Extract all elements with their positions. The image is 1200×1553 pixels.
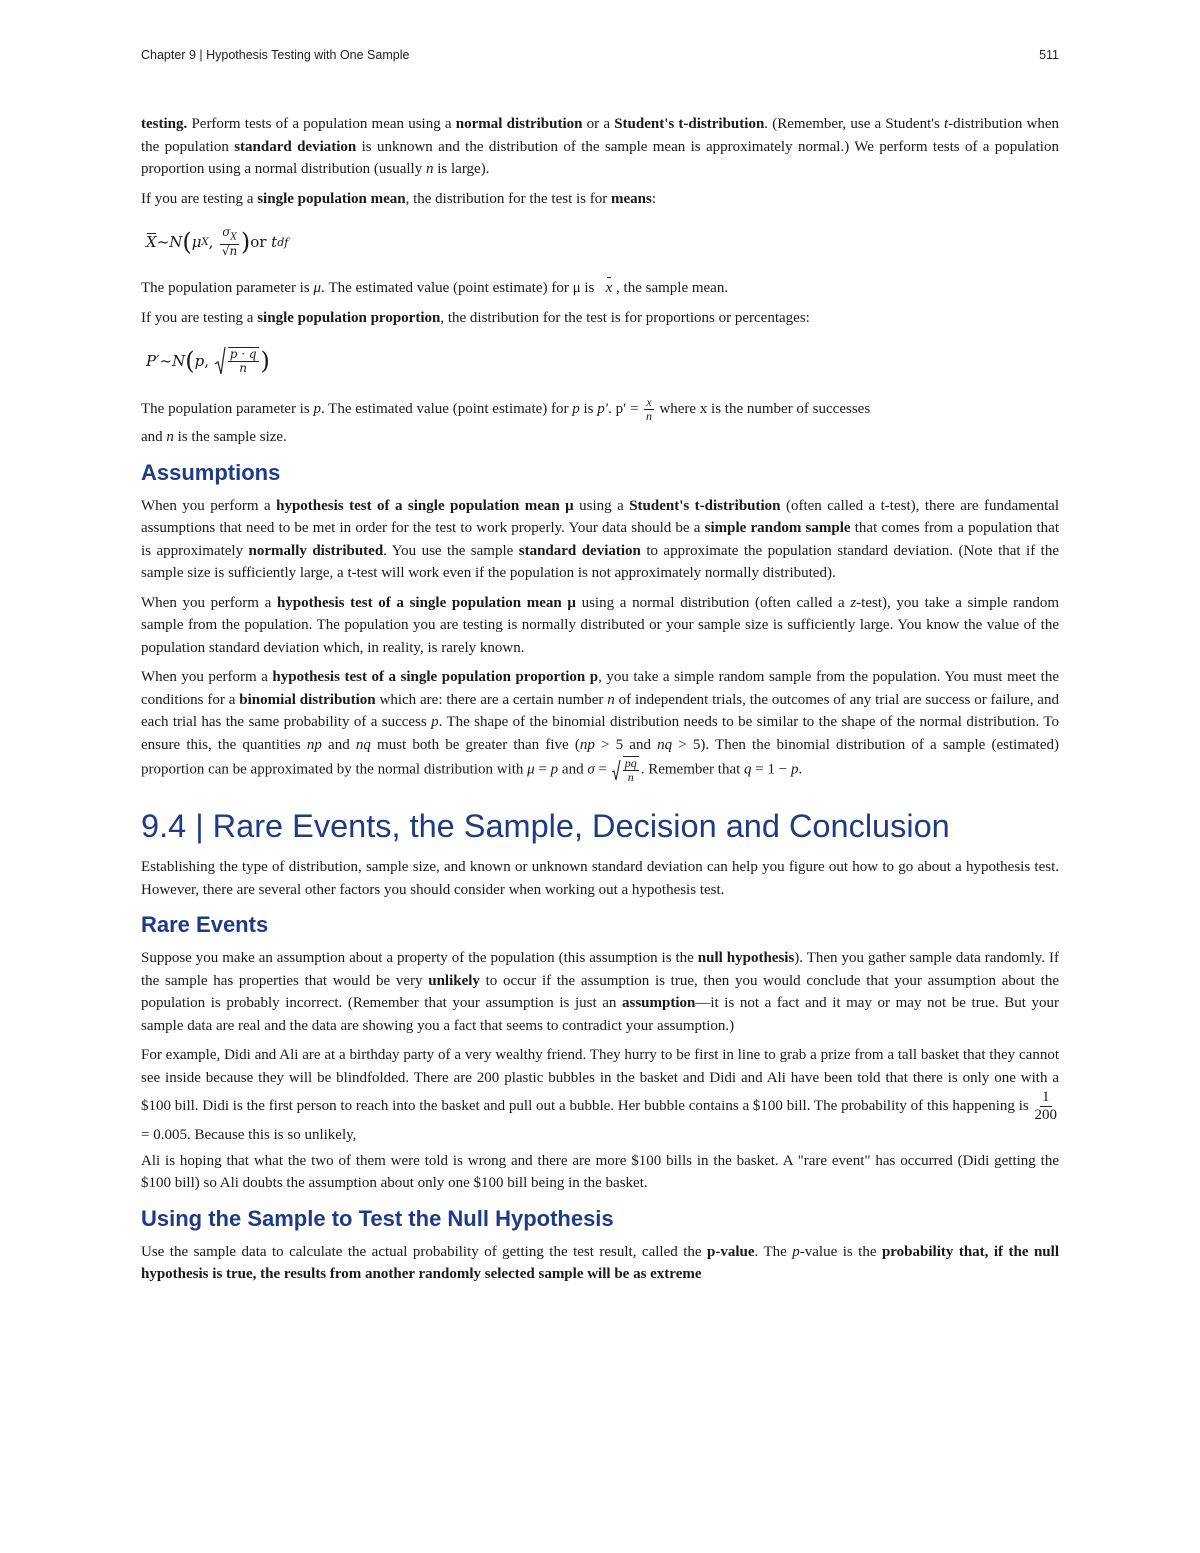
assumptions-paragraph-2: When you perform a hypothesis test of a single population mean μ using a normal distribution (often called a z-test), you take a simple random sample from the population. The population you are testing is normally distributed or your sample size is sufficiently large. You know the value of the population standard deviation which, in reality, is rarely known. (141, 594, 1060, 656)
intro-paragraph-3: The population parameter is μ. The estimated value (point estimate) for μ is x , the sample mean. (141, 277, 1059, 300)
pq-over-n-fraction: $\frac{pq}{n}$ (624, 756, 637, 784)
intro-paragraph-6: and n is the sample size. (141, 429, 287, 445)
intro-paragraph-4: If you are testing a single population proportion, the distribution for the test is for proportions or percentages: (141, 309, 810, 326)
bold-term: Student's t-distribution (614, 116, 765, 132)
bold-term: unlikely (428, 972, 480, 989)
chapter-title: Chapter 9 | Hypothesis Testing with One Sample (141, 48, 410, 62)
bold-term: Student's t-distribution (629, 497, 781, 514)
bold-term: probability that, if the null hypothesis is true, the results from another randomly selected sample will be as extreme (141, 1243, 1059, 1282)
page-number: 511 (1039, 48, 1059, 62)
intro-paragraph-5: The population parameter is p. The estimated value (point estimate) for p is p′. p′ = $\frac{x}{n}$ where x is the number of successes (141, 395, 871, 423)
heading-assumptions: Assumptions (141, 459, 281, 485)
bold-term: hypothesis test of a single population mean μ (276, 594, 576, 611)
rare-events-paragraph-2: For example, Didi and Ali are at a birthday party of a very wealthy friend. They hurry to be first in line to grab a prize from a tall basket that they cannot see inside because they will be blindfolded. There are 200 plastic bubbles in the basket and Didi and Ali have been told that there is only one with a $100 bill. Didi is the first person to reach into the basket and pull out a bubble. Her bubble contains a $100 bill. The probability of this happening is $\frac{1}{200}$ = 0.005. Because this is so unlikely, (141, 1047, 1059, 1143)
rare-events-paragraph-3: Ali is hoping that what the two of them were told is wrong and there are more $100 bills in the basket. A "rare event" has occurred (Didi getting the $100 bill) so Ali doubts the assumption about only one $100 bill being in the basket. (141, 1152, 1059, 1191)
bold-term: standard deviation (518, 542, 641, 559)
bold-term: single population mean (257, 190, 406, 207)
radical-sign (214, 346, 226, 376)
page-content (141, 113, 1059, 1293)
bold-term: single population proportion (257, 309, 441, 326)
rare-events-paragraph-1: Suppose you make an assumption about a property of the population (this assumption is the null hypothesis). Then you gather sample data randomly. If the sample has properties that would be very unlikely to occur if the assumption is true, then you would conclude that your assumption about the population is probably incorrect. (Remember that your assumption is just an assumption—it is not a fact and it may or may not be true. But your sample data are real and the data are showing you a fact that seems to contradict your assumption.) (141, 950, 1059, 1034)
assumptions-paragraph-1: When you perform a hypothesis test of a single population mean μ using a Student's t-distribution (often called a t-test), there are fundamental assumptions that need to be met in order for the test to work properly. Your data should be a simple random sample that comes from a population that is approximately normally distributed. You use the sample standard deviation to approximate the population standard deviation. (Note that if the sample size is sufficiently large, a t-test will work even if the population is not approximately normally distributed). (141, 497, 1060, 581)
pq-over-n: $\frac{p \cdot q}{n}$ (229, 347, 257, 375)
using-sample-paragraph-1: Use the sample data to calculate the actual probability of getting the test result, called the p-value. The p-value is the probability that, if the null hypothesis is true, the results from another randomly selected sample will be as extreme (141, 1243, 1059, 1282)
formula-sampling-distribution-means: X ~ N ( μ X , $\frac{\sigma_X}{√n}$ ) or t df (146, 224, 289, 259)
intro-paragraph-1: testing. Perform tests of a population mean using a normal distribution or a Student's t-distribution. (Remember, use a Student's t-distribution when the population standard deviation is unknown and the distribution of the sample mean is approximately normal.) We perform tests of a population proportion using a normal distribution (usually n is large). (141, 116, 1060, 177)
sigma-over-root-n: $\frac{\sigma_X}{√n}$ (221, 224, 238, 259)
running-header (141, 48, 1059, 62)
bold-term: p-value (707, 1243, 755, 1260)
bold-term: null hypothesis (697, 950, 795, 966)
one-over-two-hundred: $\frac{1}{200}$ (1034, 1089, 1057, 1123)
bold-term: standard deviation (234, 138, 357, 155)
intro-paragraph-2: If you are testing a single population mean, the distribution for the test is for means: (141, 190, 656, 207)
bold-term: normal distribution (455, 116, 583, 132)
heading-rare-events: Rare Events (141, 912, 269, 937)
x-over-n: $\frac{x}{n}$ (645, 395, 652, 423)
section-heading-9-4: 9.4 | Rare Events, the Sample, Decision and Conclusion (141, 808, 950, 844)
bold-term: means (610, 190, 652, 207)
bold-term: hypothesis test of a single population mean μ (276, 497, 574, 514)
bold-term: simple random sample (704, 520, 851, 536)
heading-using-the-sample: Using the Sample to Test the Null Hypothesis (141, 1205, 614, 1231)
bold-term: assumption (622, 995, 696, 1011)
formula-sampling-distribution-proportion: P′ ~ N ( p , $\frac{p \cdot q}{n}$ ) (146, 347, 270, 375)
bold-term: binomial distribution (239, 691, 376, 708)
bold-term: hypothesis test of a single population proportion p (272, 669, 599, 685)
radical-sign (611, 759, 621, 781)
section-paragraph-1: Establishing the type of distribution, sample size, and known or unknown standard deviation can help you figure out how to go about a hypothesis test. However, there are several other factors you should consider when working out a hypothesis test. (141, 859, 1059, 898)
bold-term: testing. (141, 116, 188, 132)
assumptions-paragraph-3: When you perform a hypothesis test of a single population proportion p, you take a simple random sample from the population. You must meet the conditions for a binomial distribution which are: there are a certain number n of independent trials, the outcomes of any trial are success or failure, and each trial has the same probability of a success p. The shape of the binomial distribution needs to be similar to the shape of the normal distribution. To ensure this, the quantities np and nq must both be greater than five (np > 5 and nq > 5). Then the binomial distribution of a sample (estimated) proportion can be approximated by the normal distribution with μ = p and σ = $\frac{pq}{n}$ . Remember that q = 1 − p. (141, 669, 1059, 784)
bold-term: normally distributed (248, 542, 384, 559)
